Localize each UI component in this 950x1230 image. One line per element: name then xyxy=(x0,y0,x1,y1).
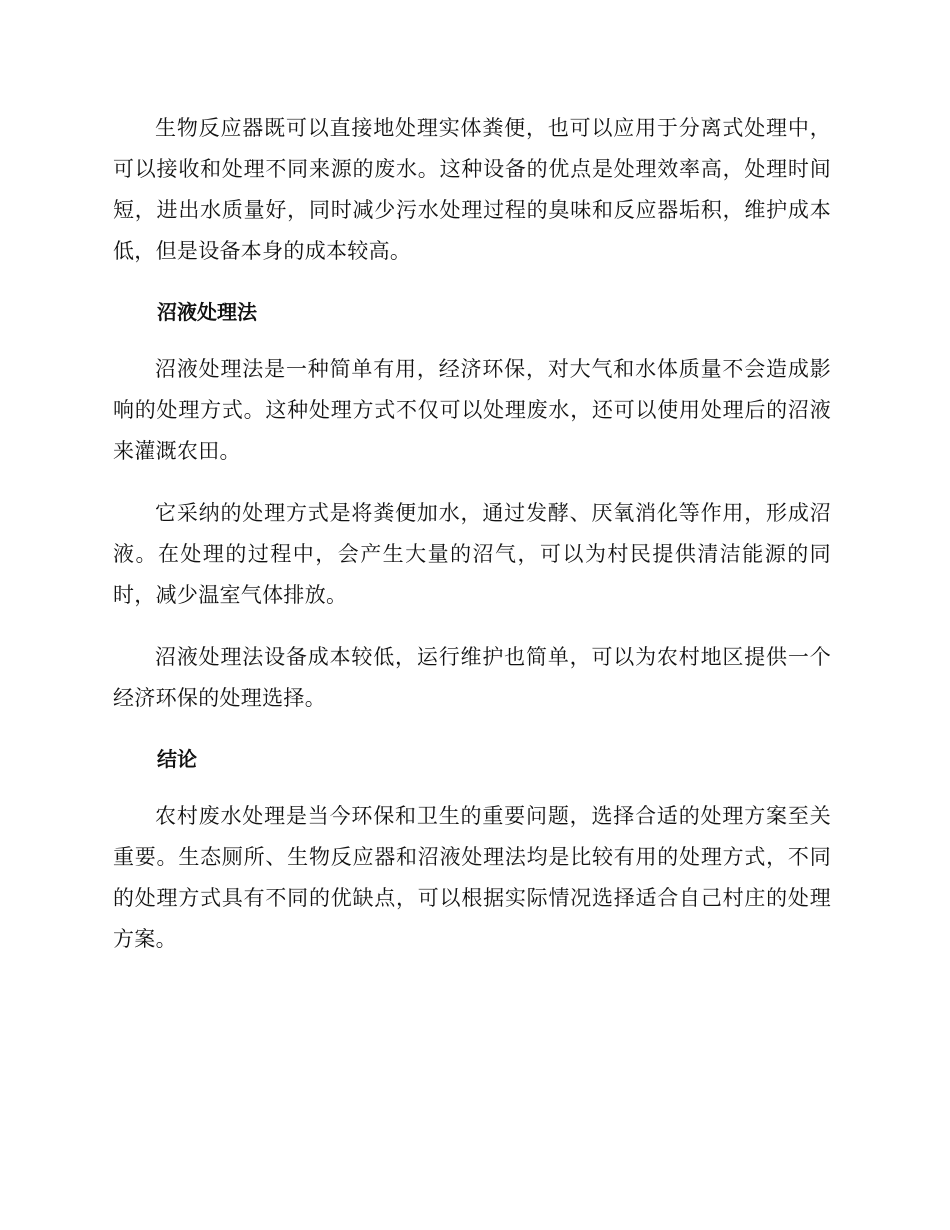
paragraph-conclusion: 农村废水处理是当今环保和卫生的重要问题，选择合适的处理方案至关重要。生态厕所、生物反应器和沼液处理法均是比较有用的处理方式，不同的处理方式具有不同的优缺点，可以根据实际情况选择适合自己村庄的处理方案。 xyxy=(113,804,831,951)
document-page xyxy=(113,108,831,981)
paragraph-biogas-process: 它采纳的处理方式是将粪便加水，通过发酵、厌氧消化等作用，形成沼液。在处理的过程中，会产生大量的沼气，可以为村民提供清洁能源的同时，减少温室气体排放。 xyxy=(113,501,831,607)
paragraph-biogas-cost: 沼液处理法设备成本较低，运行维护也简单，可以为农村地区提供一个经济环保的处理选择。 xyxy=(113,645,831,710)
section-heading-conclusion: 结论 xyxy=(157,747,197,771)
paragraph-bioreactor: 生物反应器既可以直接地处理实体粪便，也可以应用于分离式处理中，可以接收和处理不同来源的废水。这种设备的优点是处理效率高，处理时间短，进出水质量好，同时减少污水处理过程的臭味和反应器垢积，维护成本低，但是设备本身的成本较高。 xyxy=(113,116,831,263)
section-heading-biogas-slurry: 沼液处理法 xyxy=(157,300,257,324)
paragraph-biogas-intro: 沼液处理法是一种简单有用，经济环保，对大气和水体质量不会造成影响的处理方式。这种处理方式不仅可以处理废水，还可以使用处理后的沼液来灌溉农田。 xyxy=(113,357,831,463)
